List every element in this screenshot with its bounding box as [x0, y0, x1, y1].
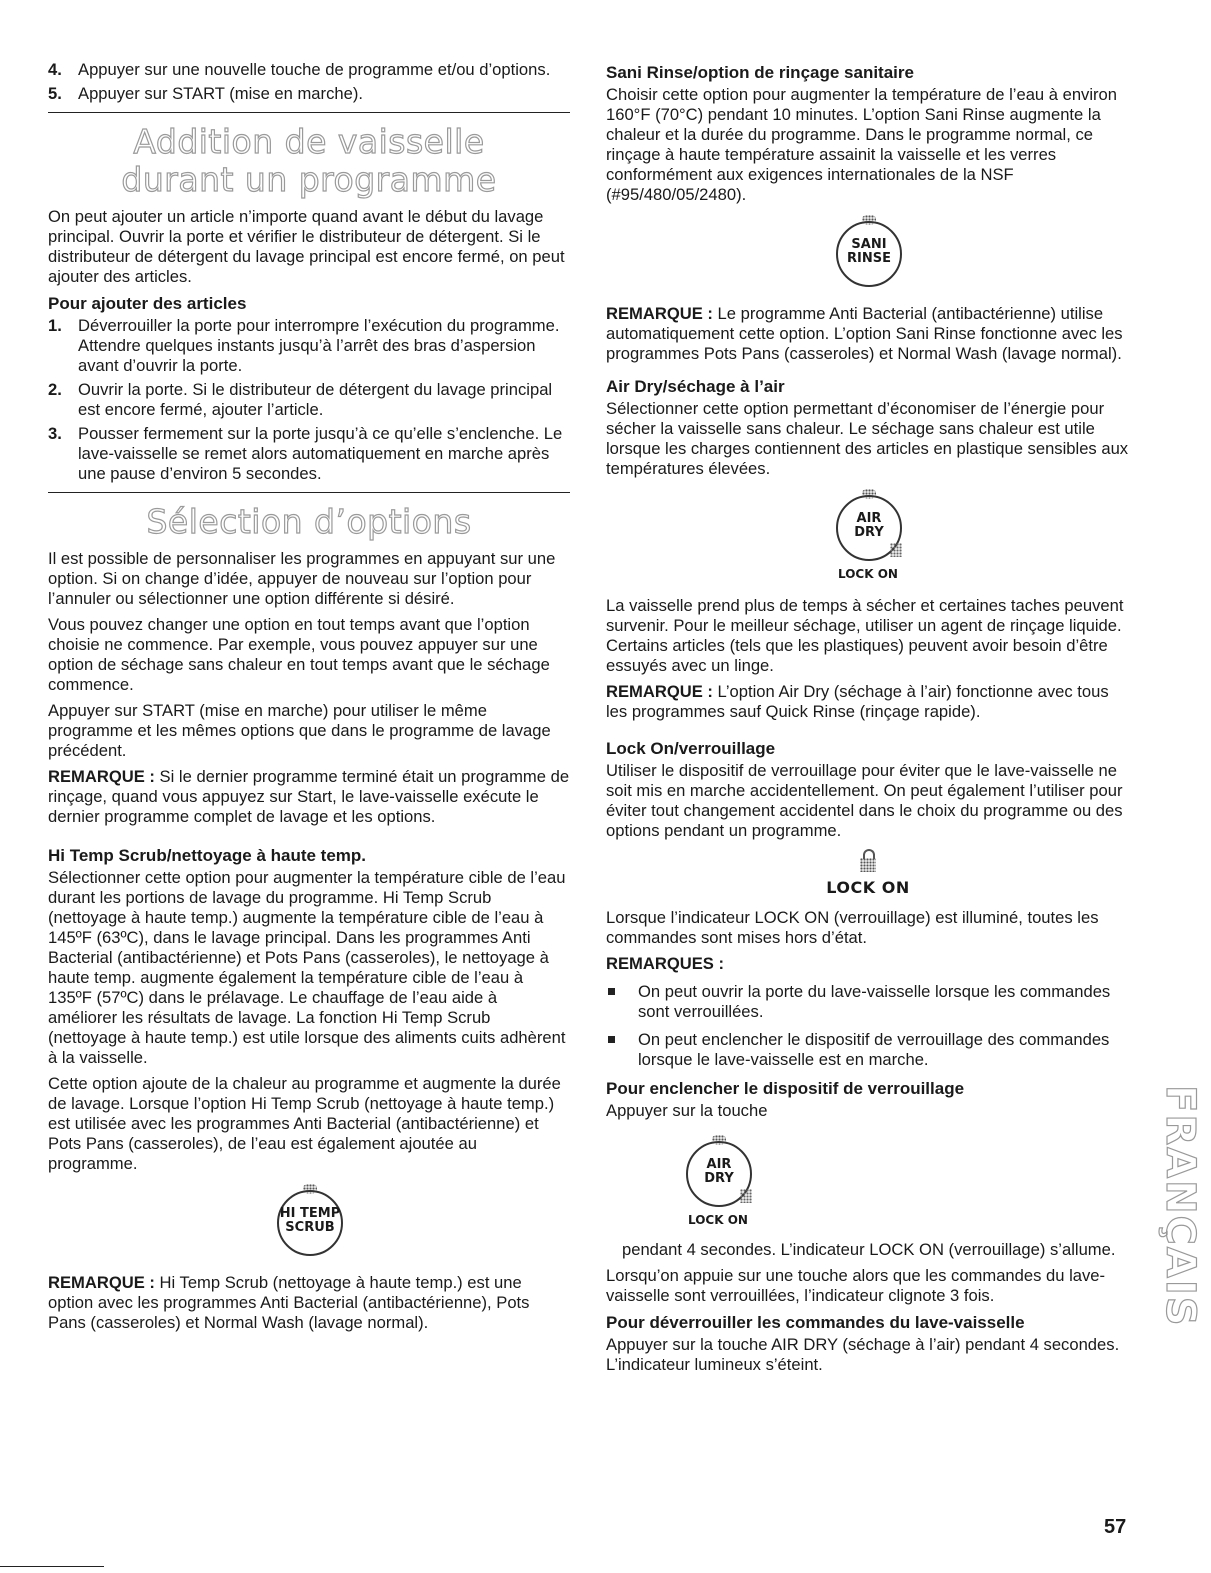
lock-on-caption: LOCK ON — [688, 1213, 748, 1227]
list-item: 3. Pousser fermement sur la porte jusqu’à ce qu’elle s’enclenche. Le lave-vaisselle se remet alors automatiquement en marche après une pause d’environ 5 secondes. — [48, 424, 563, 483]
lock-on-caption: LOCK ON — [838, 567, 898, 581]
language-side-tab: FRANÇAIS — [1157, 1085, 1203, 1328]
air-dry-icon: AIR DRY — [832, 489, 904, 561]
options-paragraph: Il est possible de personnaliser les programmes en appuyant sur une option. Si on change d’idée, appuyer de nouveau sur l’option pour l’annuler ou sélectionner une option différente si désiré. — [48, 549, 556, 608]
lock-on-label: LOCK ON — [826, 878, 910, 897]
list-item: 5. Appuyer sur START (mise en marche). — [48, 84, 363, 103]
lock-icon — [860, 849, 876, 873]
sani-rinse-remark: REMARQUE : Le programme Anti Bacterial (antibactérienne) utilise automatiquement cette option. L’option Sani Rinse fonctionne avec les programmes Pots Pans (casseroles) et Normal Wash (lavage normal). — [606, 304, 1123, 363]
hi-temp-scrub-icon: HI TEMP SCRUB — [273, 1184, 345, 1256]
sani-rinse-icon: SANI RINSE — [832, 215, 904, 287]
options-paragraph: Appuyer sur START (mise en marche) pour utiliser le même programme et les mêmes options que dans le programme de lavage précédent. — [48, 701, 551, 760]
lock-on-indicator-illustration — [606, 849, 1130, 898]
hi-temp-scrub-button-illustration — [48, 1184, 570, 1261]
engage-text: Appuyer sur la touche — [606, 1101, 768, 1120]
options-remark: REMARQUE : Si le dernier programme terminé était un programme de rinçage, quand vous appuyez sur Start, le lave-vaisselle exécute le dernier programme complet de lavage et les options. — [48, 767, 570, 826]
add-articles-steps — [48, 316, 570, 484]
list-item: On peut ouvrir la porte du lave-vaisselle lorsque les commandes sont verrouillées. — [606, 982, 1130, 1022]
list-item: 1. Déverrouiller la porte pour interrompre l’exécution du programme. Attendre quelques instants jusqu’à l’arrêt des bras d’aspersion avant d’ouvrir la porte. — [48, 316, 560, 375]
sani-rinse-button-illustration — [606, 215, 1130, 292]
section-title-addition: Addition de vaisselle durant un programme — [121, 122, 497, 199]
subheading-add-articles: Pour ajouter des articles — [48, 294, 247, 313]
addition-intro: On peut ajouter un article n’importe quand avant le début du lavage principal. Ouvrir la porte et vérifier le distributeur de détergent. Si le distributeur de détergent du lavage principal est encore fermé, on peut ajouter des articles. — [48, 207, 565, 286]
air-dry-remark: REMARQUE : L’option Air Dry (séchage à l’air) fonctionne avec tous les programmes sauf Quick Rinse (rinçage rapide). — [606, 682, 1109, 721]
list-item: On peut enclencher le dispositif de verrouillage des commandes lorsque le lave-vaisselle est en marche. — [606, 1030, 1130, 1070]
lock-icon — [740, 1189, 752, 1203]
page-number: 57 — [1104, 1516, 1127, 1538]
air-dry-icon: AIR DRY — [682, 1135, 754, 1207]
air-dry-paragraph: Sélectionner cette option permettant d’économiser de l’énergie pour sécher la vaisselle sans chaleur. Le séchage sans chaleur est utile lorsque les charges contiennent des articles en plastique sensibles aux températures élevées. — [606, 399, 1129, 478]
unlock-text: Appuyer sur la touche AIR DRY (séchage à l’air) pendant 4 secondes. L’indicateur lumineux s’éteint. — [606, 1335, 1120, 1374]
list-item: 2. Ouvrir la porte. Si le distributeur de détergent du lavage principal est encore fermé, ajouter l’article. — [48, 380, 553, 419]
bullet-icon — [608, 1036, 615, 1043]
lock-paragraph: Lorsqu’on appuie sur une touche alors que les commandes du lave-vaisselle sont verrouillées, l’indicateur clignote 3 fois. — [606, 1266, 1106, 1305]
heading-unlock: Pour déverrouiller les commandes du lave-vaisselle — [606, 1313, 1025, 1332]
divider — [0, 1566, 104, 1567]
lock-icon — [890, 543, 902, 557]
hi-temp-remark: REMARQUE : Hi Temp Scrub (nettoyage à haute temp.) est une option avec les programmes Anti Bacterial (antibactérienne), Pots Pans (casseroles) et Normal Wash (lavage normal). — [48, 1273, 530, 1332]
hi-temp-paragraph: Cette option ajoute de la chaleur au programme et augmente la durée de lavage. Lorsque l’option Hi Temp Scrub (nettoyage à haute temp.) est utilisée avec les programmes Anti Bacterial (antibactérienne) et Pots Pans (casseroles), de l’eau est également ajoutée au programme. — [48, 1074, 561, 1173]
divider — [48, 492, 570, 493]
sani-rinse-paragraph: Choisir cette option pour augmenter la température de l’eau à environ 160°F (70°C) pendant 10 minutes. L’option Sani Rinse augmente la chaleur et la durée du programme. Dans le programme normal, ce rinçage à haute température assainit la vaisselle et les verres conformément aux exigences internationales de la NSF (#95/480/05/2480). — [606, 85, 1118, 204]
bullet-icon — [608, 988, 615, 995]
steps-continued — [48, 60, 570, 104]
remarques-list — [606, 982, 1130, 1070]
heading-sani-rinse: Sani Rinse/option de rinçage sanitaire — [606, 63, 914, 82]
heading-lock-on: Lock On/verrouillage — [606, 739, 776, 758]
air-dry-paragraph: La vaisselle prend plus de temps à sécher et certaines taches peuvent survenir. Pour le meilleur séchage, utiliser un agent de rinçage liquide. Certains articles (tels que les plastiques) peuvent avoir besoin d’être essuyés avec un linge. — [606, 596, 1124, 675]
heading-engage-lock: Pour enclencher le dispositif de verrouillage — [606, 1079, 965, 1098]
remarques-label: REMARQUES : — [606, 954, 725, 973]
right-column — [606, 60, 1130, 1381]
engage-after-text: pendant 4 secondes. L’indicateur LOCK ON (verrouillage) s’allume. — [622, 1240, 1116, 1259]
air-dry-button-illustration — [606, 1135, 1130, 1230]
section-title-options: Sélection d’options — [146, 502, 472, 541]
divider — [48, 112, 570, 113]
air-dry-button-illustration — [606, 489, 1130, 584]
left-column — [48, 60, 570, 1339]
heading-air-dry: Air Dry/séchage à l’air — [606, 377, 785, 396]
list-item: 4. Appuyer sur une nouvelle touche de programme et/ou d’options. — [48, 60, 551, 79]
hi-temp-paragraph: Sélectionner cette option pour augmenter la température cible de l’eau durant les portions de lavage du programme. Hi Temp Scrub (nettoyage à haute temp.) augmente la température cible de l’eau à 145ºF (63ºC), dans le lavage principal. Dans les programmes Anti Bacterial (antibactérienne) et Pots Pans (casseroles), le nettoyage à haute temp. augmente également la température cible de l’eau à 135ºF (57ºC) dans le prélavage. Le chauffage de l’eau aide à améliorer les résultats de lavage. La fonction Hi Temp Scrub (nettoyage à haute temp.) est utile lorsque des aliments cuits adhèrent à la vaisselle. — [48, 868, 566, 1067]
lock-paragraph: Utiliser le dispositif de verrouillage pour éviter que le lave-vaisselle ne soit mis en marche accidentellement. On peut également l’utiliser pour éviter tout changement accidentel dans le choix du programme ou des options pendant un programme. — [606, 761, 1123, 840]
lock-paragraph: Lorsque l’indicateur LOCK ON (verrouillage) est illuminé, toutes les commandes sont mises hors d’état. — [606, 908, 1099, 947]
heading-hi-temp-scrub: Hi Temp Scrub/nettoyage à haute temp. — [48, 846, 367, 865]
options-paragraph: Vous pouvez changer une option en tout temps avant que l’option choisie ne commence. Par exemple, vous pouvez appuyer sur une option de séchage sans chaleur en tout temps avant que le séchage commence. — [48, 615, 550, 694]
